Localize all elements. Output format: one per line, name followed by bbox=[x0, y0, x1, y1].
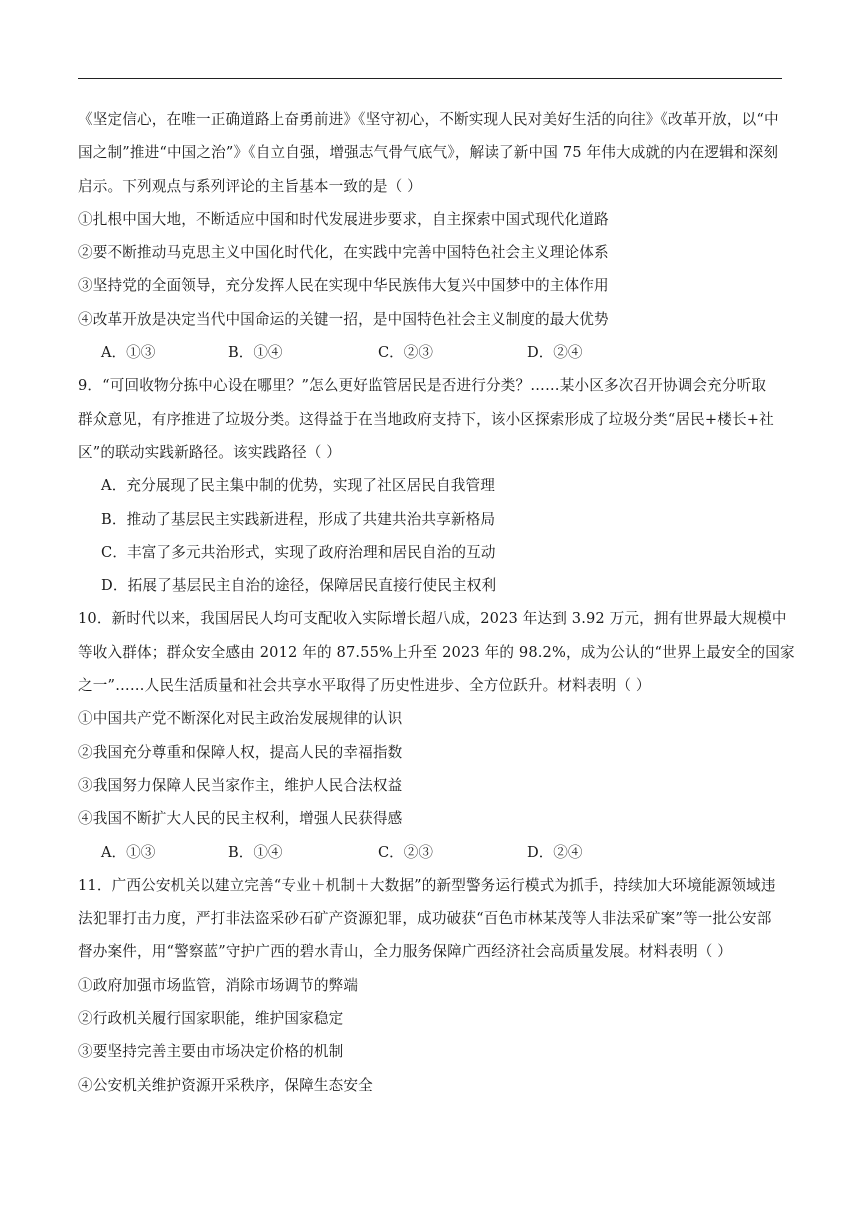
q10-stem-line: 之一”……人民生活质量和社会共享水平取得了历史性进步、全方位跃升。材料表明（ ） bbox=[78, 677, 651, 695]
q8-stem-line: 国之制”推进“中国之治”》《自立自强，增强志气骨气底气》，解读了新中国 75 年伟大成就的内在逻辑和深刻 bbox=[78, 144, 779, 162]
q8-option-c: C．②③ bbox=[378, 344, 433, 362]
q9-option-b: B．推动了基层民主实践新进程，形成了共建共治共享新格局 bbox=[101, 510, 496, 528]
question-9 bbox=[78, 369, 788, 602]
q8-statement-2: ②要不断推动马克思主义中国化时代化，在实践中完善中国特色社会主义理论体系 bbox=[78, 244, 609, 262]
q8-statement-4: ④改革开放是决定当代中国命运的关键一招，是中国特色社会主义制度的最大优势 bbox=[78, 310, 609, 328]
q10-stem-line: 10．新时代以来，我国居民人均可支配收入实际增长超八成，2023 年达到 3.92 万元，拥有世界最大规模中 bbox=[78, 610, 787, 628]
q10-statement-2: ②我国充分尊重和保障人权，提高人民的幸福指数 bbox=[78, 743, 403, 761]
q10-options bbox=[78, 836, 788, 869]
q9-option-d: D．拓展了基层民主自治的途径，保障居民直接行使民主权利 bbox=[101, 577, 497, 595]
header-rule bbox=[78, 78, 782, 79]
q10-statement-3: ③我国努力保障人民当家作主，维护人民合法权益 bbox=[78, 776, 403, 794]
q8-option-d: D．②④ bbox=[527, 344, 583, 362]
q8-options bbox=[78, 336, 788, 369]
q10-option-b: B．①④ bbox=[228, 843, 283, 861]
q10-statement-4: ④我国不断扩大人民的民主权利，增强人民获得感 bbox=[78, 810, 403, 828]
exam-page bbox=[78, 103, 795, 1102]
question-8 bbox=[78, 103, 788, 369]
q9-stem-line: 9．“可回收物分拣中心设在哪里？”怎么更好监管居民是否进行分类？……某小区多次召开协调会充分听取 bbox=[78, 377, 767, 395]
q9-stem-line: 群众意见，有序推进了垃圾分类。这得益于在当地政府支持下，该小区探索形成了垃圾分类“居民+楼长+社 bbox=[78, 410, 774, 428]
q8-statement-3: ③坚持党的全面领导，充分发挥人民在实现中华民族伟大复兴中国梦中的主体作用 bbox=[78, 277, 609, 295]
q10-option-c: C．②③ bbox=[378, 843, 433, 861]
q10-option-d: D．②④ bbox=[527, 843, 583, 861]
q8-statement-1: ①扎根中国大地，不断适应中国和时代发展进步要求，自主探索中国式现代化道路 bbox=[78, 210, 609, 228]
q9-option-c: C．丰富了多元共治形式，实现了政府治理和居民自治的互动 bbox=[101, 543, 496, 561]
q9-option-a: A．充分展现了民主集中制的优势，实现了社区居民自我管理 bbox=[101, 477, 496, 495]
q11-stem-line: 督办案件，用“警察蓝”守护广西的碧水青山，全力服务保障广西经济社会高质量发展。材料表明（ ） bbox=[78, 943, 732, 961]
q8-option-b: B．①④ bbox=[228, 344, 283, 362]
q11-stem-line: 11．广西公安机关以建立完善“专业＋机制＋大数据”的新型警务运行模式为抓手，持续加大环境能源领域违 bbox=[78, 876, 776, 894]
q11-statement-1: ①政府加强市场监管，消除市场调节的弊端 bbox=[78, 976, 359, 994]
q8-stem-line: 启示。下列观点与系列评论的主旨基本一致的是（ ） bbox=[78, 177, 422, 195]
q10-option-a: A．①③ bbox=[101, 843, 156, 861]
q9-stem-line: 区”的联动实践新路径。该实践路径（ ） bbox=[78, 443, 342, 461]
q8-option-a: A．①③ bbox=[101, 344, 156, 362]
q11-stem-line: 法犯罪打击力度，严打非法盗采砂石矿产资源犯罪，成功破获“百色市林某茂等人非法采矿案”等一批公安部 bbox=[78, 910, 772, 928]
q11-statement-2: ②行政机关履行国家职能，维护国家稳定 bbox=[78, 1010, 344, 1028]
q11-statement-4: ④公安机关维护资源开采秩序，保障生态安全 bbox=[78, 1076, 373, 1094]
q8-stem-line: 《坚定信心，在唯一正确道路上奋勇前进》《坚守初心，不断实现人民对美好生活的向往》《改革开放，以“中 bbox=[78, 111, 779, 128]
question-11 bbox=[78, 869, 788, 1102]
q11-statement-3: ③要坚持完善主要由市场决定价格的机制 bbox=[78, 1043, 344, 1061]
q10-stem-line: 等收入群体；群众安全感由 2012 年的 87.55%上升至 2023 年的 98.2%，成为公认的“世界上最安全的国家 bbox=[78, 643, 795, 661]
question-10 bbox=[78, 602, 795, 868]
q10-statement-1: ①中国共产党不断深化对民主政治发展规律的认识 bbox=[78, 710, 403, 728]
